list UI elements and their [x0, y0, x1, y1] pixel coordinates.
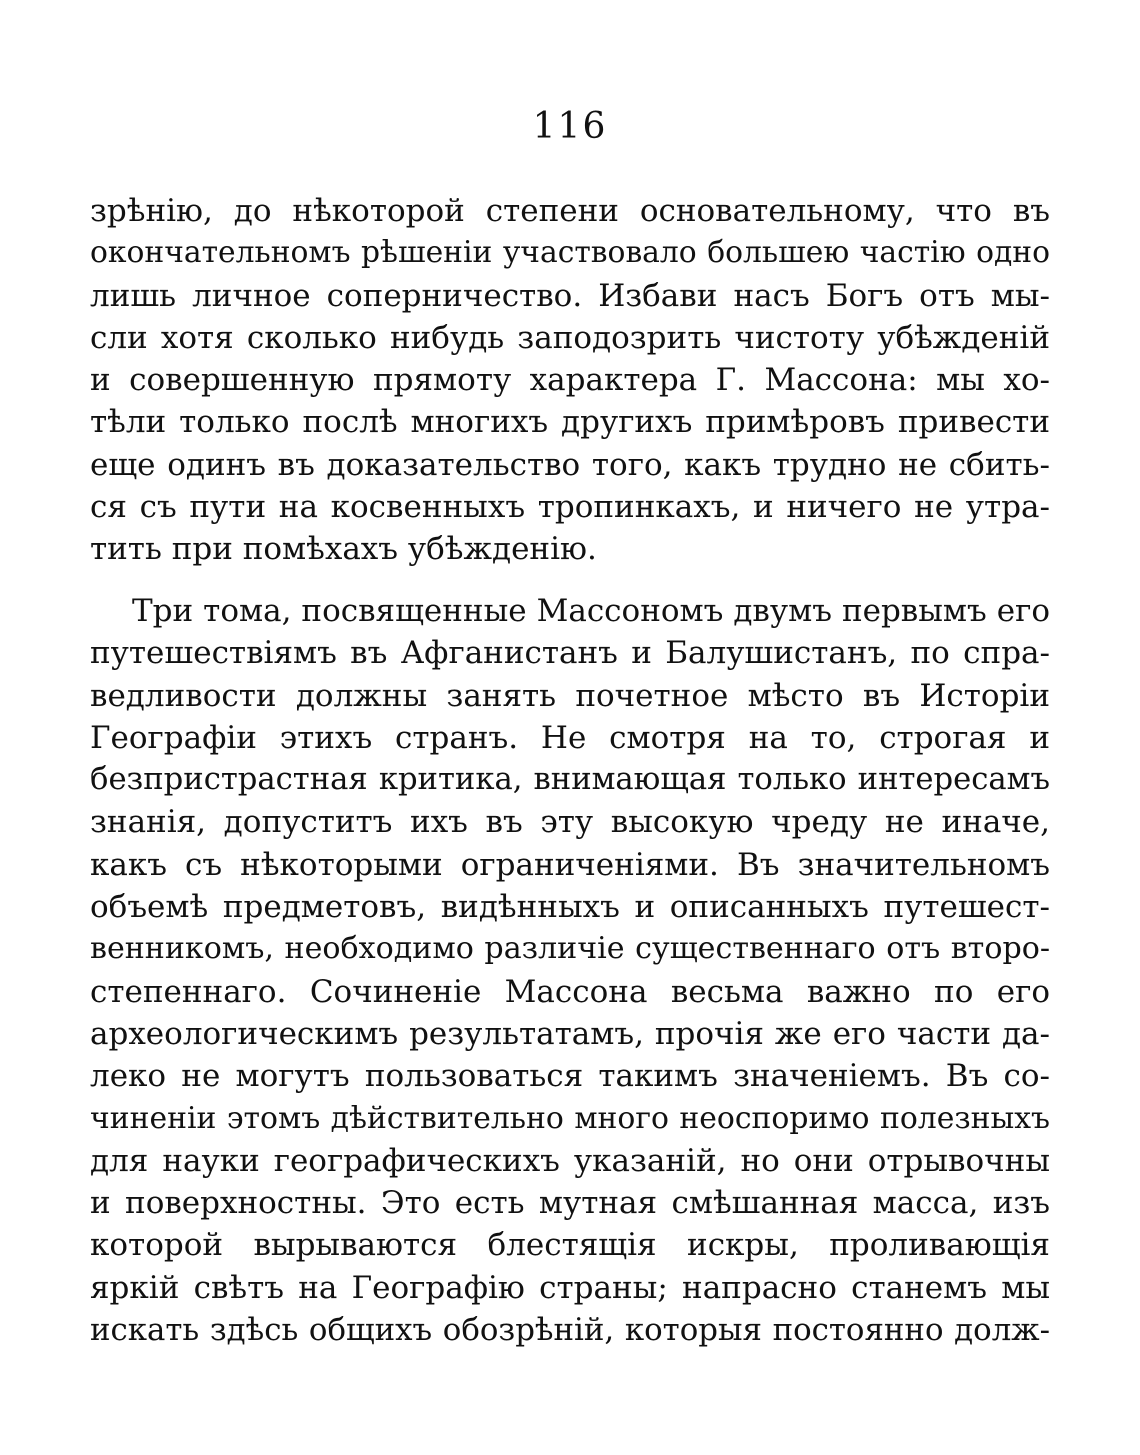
text-line: леко не могутъ пользоваться такимъ значеніемъ. Въ со- — [90, 1058, 1050, 1095]
page-number: 116 — [532, 106, 608, 147]
paragraph-2 — [90, 590, 1050, 1351]
text-line: чиненіи этомъ дѣйствительно много неоспоримо полезныхъ — [90, 1100, 1050, 1136]
text-line: ведливости должны занять почетное мѣсто въ Исторіи — [90, 677, 1050, 714]
text-line: тѣли только послѣ многихъ другихъ примѣровъ привести — [90, 404, 1050, 441]
text-line: для науки географическихъ указаній, но они отрывочны — [90, 1142, 1050, 1179]
text-line: лишь личное соперничество. Избави насъ Богъ отъ мы- — [90, 277, 1050, 314]
text-line: путешествіямъ въ Афганистанъ и Балушистанъ, по спра- — [90, 635, 1050, 672]
text-line: тить при помѣхахъ убѣжденію. — [90, 531, 597, 568]
text-line: степеннаго. Сочиненіе Массона весьма важно по его — [90, 973, 1050, 1010]
text-line: Географіи этихъ странъ. Не смотря на то, строгая и — [90, 719, 1050, 756]
text-line: которой вырываются блестящія искры, проливающія — [90, 1227, 1050, 1264]
text-line: и совершенную прямоту характера Г. Массона: мы хо- — [90, 362, 1050, 399]
paragraph-1 — [90, 190, 1050, 571]
text-line: ся съ пути на косвенныхъ тропинкахъ, и ничего не утра- — [90, 489, 1050, 526]
text-line: знанія, допуститъ ихъ въ эту высокую чреду не иначе, — [90, 804, 1050, 841]
text-line: Три тома, посвященные Массономъ двумъ первымъ его — [132, 593, 1050, 629]
text-line: объемѣ предметовъ, видѣнныхъ и описанныхъ путешест- — [90, 889, 1050, 926]
text-line: сли хотя сколько нибудь заподозрить чистоту убѣжденій — [90, 319, 1050, 356]
text-line: окончательномъ рѣшеніи участвовало большею частію одно — [90, 235, 1050, 271]
text-line: венникомъ, необходимо различіе существеннаго отъ второ- — [90, 931, 1050, 967]
text-line: какъ съ нѣкоторыми ограниченіями. Въ значительномъ — [90, 846, 1050, 883]
text-line: искать здѣсь общихъ обозрѣній, которыя постоянно долж- — [90, 1312, 1050, 1349]
text-line: безпристрастная критика, внимающая только интересамъ — [90, 762, 1050, 798]
text-line: археологическимъ результатамъ, прочія же его части да- — [90, 1015, 1050, 1052]
text-line: еще одинъ въ доказательство того, какъ трудно не сбить- — [90, 446, 1050, 483]
text-line: зрѣнію, до нѣкоторой степени основательному, что въ — [90, 193, 1050, 229]
text-line: и поверхностны. Это есть мутная смѣшанная масса, изъ — [90, 1185, 1050, 1222]
text-line: яркій свѣтъ на Географію страны; напрасно станемъ мы — [90, 1269, 1050, 1306]
